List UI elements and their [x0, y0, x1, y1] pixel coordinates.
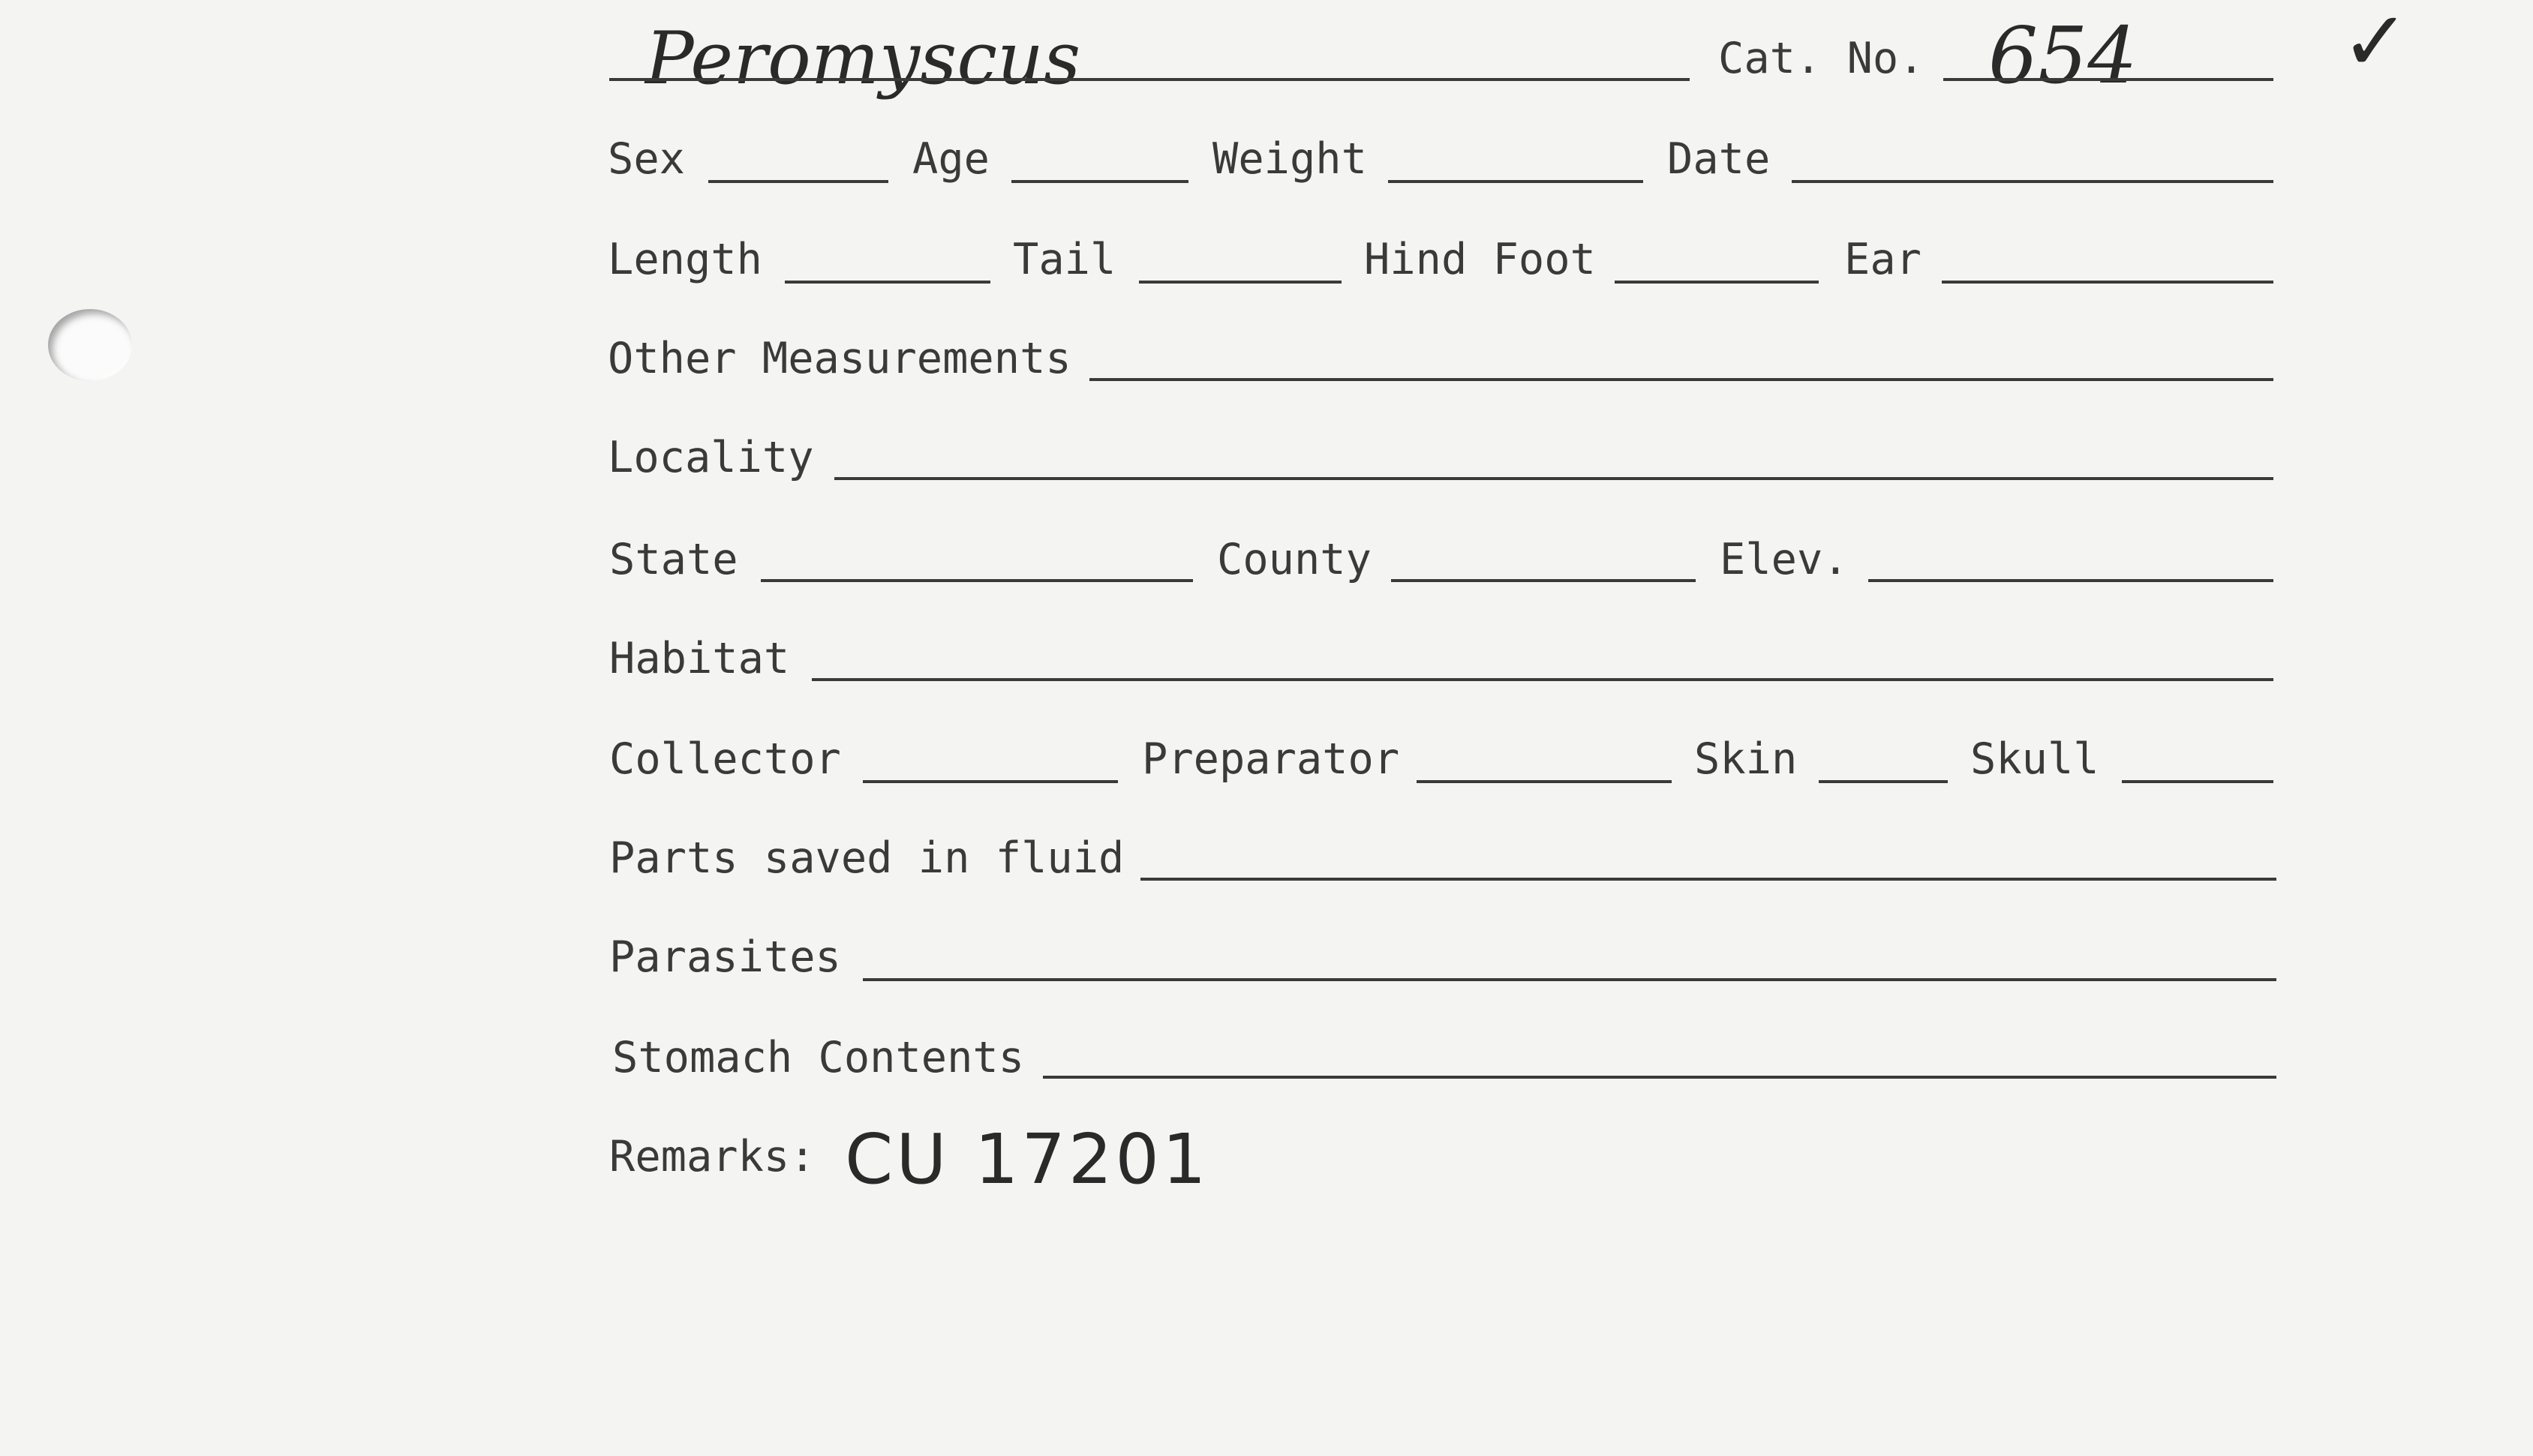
parasites-label: Parasites [609, 932, 841, 982]
tail-line [1139, 281, 1342, 284]
catalog-number-line [1943, 78, 2273, 81]
skin-label: Skin [1694, 734, 1798, 784]
age-label: Age [912, 134, 990, 184]
length-label: Length [608, 235, 762, 284]
state-line [761, 579, 1193, 582]
parts-saved-label: Parts saved in fluid [609, 833, 1125, 883]
remarks-label: Remarks: [609, 1132, 816, 1181]
habitat-label: Habitat [609, 634, 790, 683]
stomach-contents-label: Stomach Contents [612, 1033, 1025, 1082]
species-line [609, 78, 1690, 81]
date-label: Date [1667, 134, 1771, 184]
hind-foot-line [1615, 281, 1819, 284]
preparator-line [1417, 780, 1672, 783]
catalog-number-handwritten: 654 [1988, 10, 2138, 101]
parasites-line [863, 978, 2276, 981]
age-line [1011, 180, 1188, 183]
county-line [1391, 579, 1696, 582]
elev-label: Elev. [1720, 535, 1849, 584]
punch-hole [48, 309, 132, 381]
county-label: County [1217, 535, 1372, 584]
species-handwritten: Peromyscus [645, 17, 1081, 101]
sex-line [708, 180, 888, 183]
skull-line [2122, 780, 2273, 783]
locality-label: Locality [608, 433, 814, 482]
hind-foot-label: Hind Foot [1364, 235, 1596, 284]
skull-label: Skull [1970, 734, 2099, 784]
state-label: State [609, 535, 738, 584]
ear-label: Ear [1844, 235, 1922, 284]
tail-label: Tail [1013, 235, 1116, 284]
remarks-handwritten: CU 17201 [845, 1119, 1209, 1199]
preparator-label: Preparator [1142, 734, 1400, 784]
other-measurements-line [1089, 378, 2273, 381]
length-line [785, 281, 990, 284]
catalog-label: Cat. No. [1718, 34, 1925, 83]
stomach-contents-line [1043, 1076, 2276, 1079]
sex-label: Sex [608, 134, 685, 184]
parts-saved-line [1140, 878, 2276, 881]
weight-label: Weight [1212, 134, 1367, 184]
date-line [1792, 180, 2273, 183]
ear-line [1942, 281, 2273, 284]
check-mark: ✓ [2341, 0, 2411, 89]
collector-line [863, 780, 1118, 783]
other-measurements-label: Other Measurements [608, 334, 1071, 383]
collector-label: Collector [609, 734, 841, 784]
locality-line [834, 477, 2273, 480]
habitat-line [812, 678, 2273, 681]
weight-line [1388, 180, 1643, 183]
skin-line [1819, 780, 1948, 783]
elev-line [1868, 579, 2273, 582]
